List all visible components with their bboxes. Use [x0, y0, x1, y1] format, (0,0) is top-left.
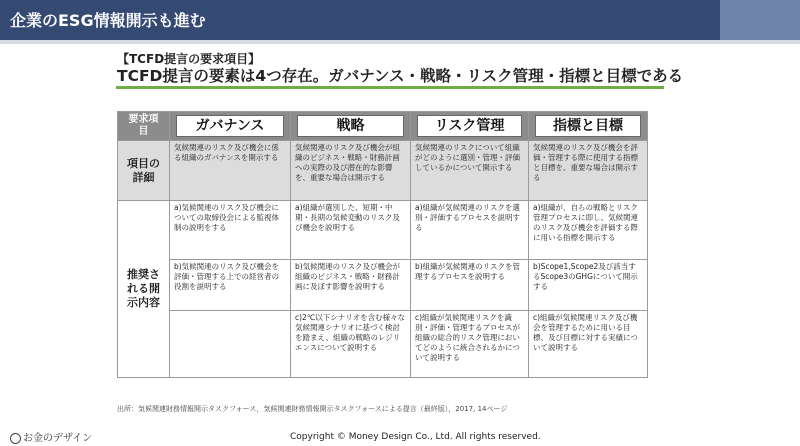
page-title: 企業のESG情報開示も進む	[10, 11, 206, 30]
table-cell	[170, 311, 291, 378]
detail-cell: 気候関連のリスクについて組織がどのように選別・管理・評価しているかについて開示する	[411, 141, 529, 201]
table-header-row	[118, 112, 648, 141]
table-cell: c)組織が気候関連リスクを識別・評価・管理するプロセスが組織の総合的リスク管理においてどのように統合されるかについて説明する	[411, 311, 529, 378]
table-row	[118, 311, 648, 378]
logo-text: お金のデザイン	[23, 433, 93, 444]
header-shadow	[0, 40, 800, 44]
headline-underline	[116, 86, 664, 89]
detail-cell: 気候関連のリスク及び機会に係る組織のガバナンスを開示する	[170, 141, 291, 201]
table-cell: a)気候関連のリスク及び機会についての取締役会による監視体制の説明をする	[170, 201, 291, 260]
source-note: 出所：気候関連財務情報開示タスクフォース，気候関連財務情報開示タスクフォースによる提言（最終版），2017, 14ページ	[117, 405, 508, 413]
table-cell: b)組織が気候関連のリスクを管理するプロセスを説明する	[411, 260, 529, 311]
table-cell: c)組織が気候関連リスク及び機会を管理するために用いる目標、及び目標に対する実績について説明する	[529, 311, 648, 378]
table-cell: a)組織が気候関連のリスクを選別・評価するプロセスを説明する	[411, 201, 529, 260]
detail-cell: 気候関連のリスク及び機会が組織のビジネス・戦略・財務計画への実際の及び潜在的な影響を、重要な場合は開示する	[291, 141, 411, 201]
section-label: 【TCFD提言の要求項目】	[117, 52, 261, 66]
table-cell: c)2℃以下シナリオを含む様々な気候関連シナリオに基づく検討を踏まえ、組織の戦略のレジリエンスについて説明する	[291, 311, 411, 378]
table-row	[118, 260, 648, 311]
recommended-label: 推奨される開示内容	[118, 201, 170, 378]
detail-row	[118, 141, 648, 201]
header-bar	[0, 0, 800, 40]
corner-cell: 要求項目	[118, 112, 170, 141]
detail-label: 項目の詳細	[118, 141, 170, 201]
table-cell: b)Scope1,Scope2及び該当するScope3のGHGについて開示する	[529, 260, 648, 311]
tcfd-table	[117, 111, 648, 378]
table-cell: b)気候関連のリスク及び機会を評価・管理する上での経営者の役割を説明する	[170, 260, 291, 311]
headline: TCFD提言の要素は4つ存在。ガバナンス・戦略・リスク管理・指標と目標である	[117, 67, 684, 85]
col-strategy: 戦略	[291, 112, 411, 141]
table-cell: b)気候関連のリスク及び機会が組織のビジネス・戦略・財務計画に及ぼす影響を説明する	[291, 260, 411, 311]
col-risk-management: リスク管理	[411, 112, 529, 141]
company-logo	[10, 429, 92, 444]
table-cell: a)組織が選別した、短期・中期・長期の気候変動のリスク及び機会を説明する	[291, 201, 411, 260]
copyright: Copyright © Money Design Co., Ltd. All rights reserved.	[290, 432, 541, 442]
table-row	[118, 201, 648, 260]
detail-cell: 気候関連のリスク及び機会を評価・管理する際に使用する指標と目標を、重要な場合は開示する	[529, 141, 648, 201]
col-governance: ガバナンス	[170, 112, 291, 141]
logo-circle-icon	[10, 433, 21, 444]
header-accent	[720, 0, 800, 40]
col-metrics-targets: 指標と目標	[529, 112, 648, 141]
table-cell: a)組織が、自らの戦略とリスク管理プロセスに即し、気候関連のリスク及び機会を評価する際に用いる指標を開示する	[529, 201, 648, 260]
